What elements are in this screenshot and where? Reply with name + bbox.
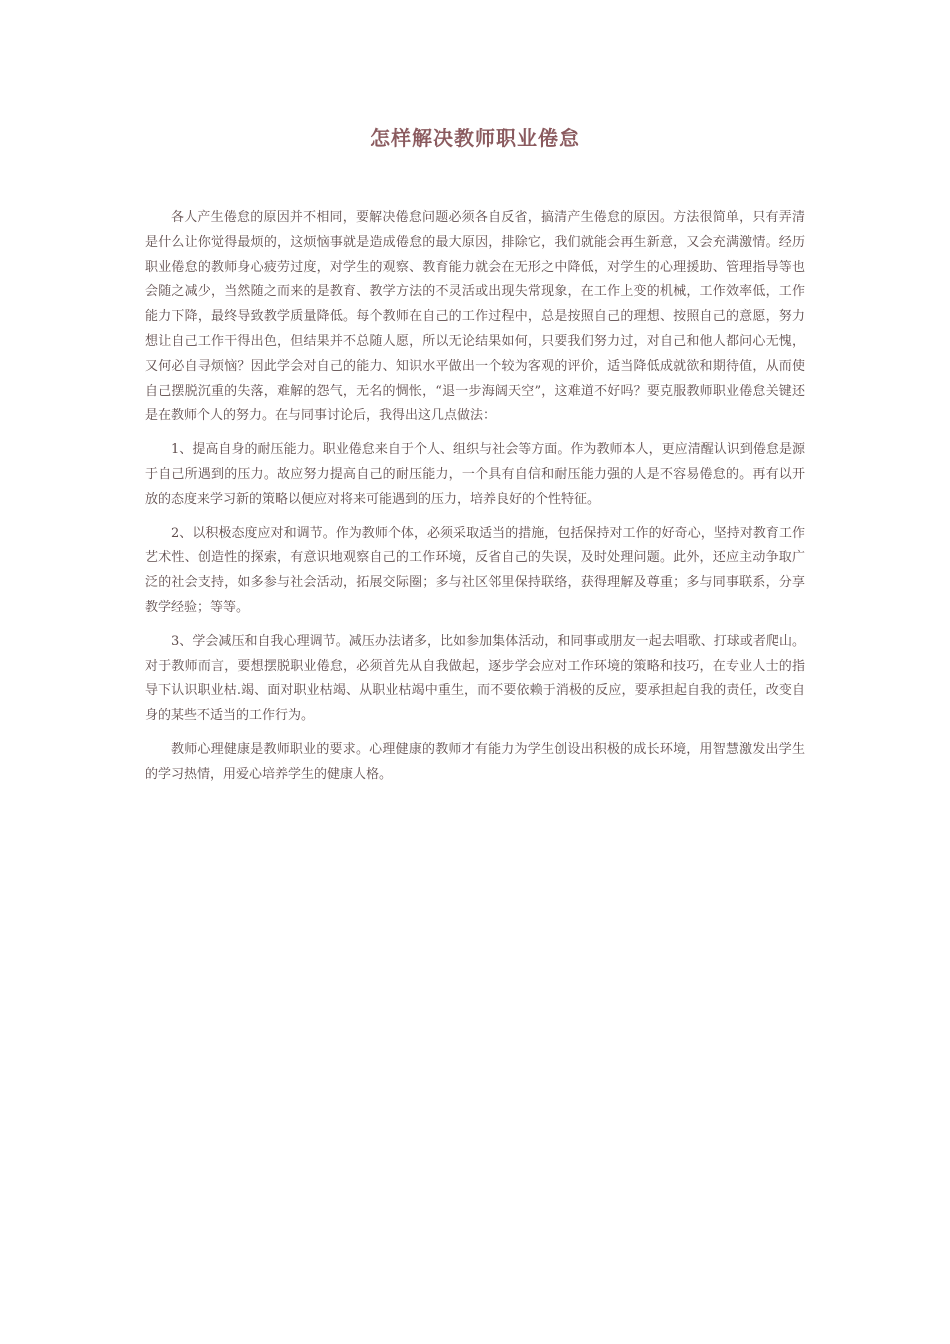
conclusion-paragraph: 教师心理健康是教师职业的要求。心理健康的教师才有能力为学生创设出积极的成长环境，用智慧激发出学生的学习热情，用爱心培养学生的健康人格。	[145, 741, 805, 782]
document-title: 怎样解决教师职业倦怠	[370, 126, 580, 150]
intro-paragraph: 各人产生倦怠的原因并不相同，要解决倦怠问题必须各自反省，搞清产生倦怠的原因。方法很简单，只有弄清是什么让你觉得最烦的，这烦恼事就是造成倦怠的最大原因，排除它，我们就能会再生新意，又会充满激情。经历职业倦怠的教师身心疲劳过度，对学生的观察、教育能力就会在无形之中降低，对学生的心理援助、管理指导等也会随之减少，当然随之而来的是教育、教学方法的不灵活或出现失常现象，在工作上变的机械，工作效率低，工作能力下降，最终导致教学质量降低。每个教师在自己的工作过程中，总是按照自己的理想、按照自己的意愿，努力想让自己工作干得出色，但结果并不总随人愿，所以无论结果如何，只要我们努力过，对自己和他人都问心无愧，又何必自寻烦恼？因此学会对自己的能力、知识水平做出一个较为客观的评价，适当降低成就欲和期待值，从而使自己摆脱沉重的失落，难解的怨气，无名的惆怅，“退一步海阔天空”，这难道不好吗？要克服教师职业倦怠关键还是在教师个人的努力。在与同事讨论后，我得出这几点做法：	[145, 210, 805, 424]
point-2-paragraph: 2、以积极态度应对和调节。作为教师个体，必须采取适当的措施，包括保持对工作的好奇心，坚持对教育工作艺术性、创造性的探索，有意识地观察自己的工作环境，反省自己的失误，及时处理问题。此外，还应主动争取广泛的社会支持，如多参与社会活动，拓展交际圈；多与社区邻里保持联络，获得理解及尊重；多与同事联系，分享教学经验；等等。	[145, 525, 805, 615]
document-page	[145, 0, 805, 797]
point-3-paragraph: 3、学会减压和自我心理调节。减压办法诸多，比如参加集体活动，和同事或朋友一起去唱歌、打球或者爬山。对于教师而言，要想摆脱职业倦怠，必须首先从自我做起，逐步学会应对工作环境的策略和技巧，在专业人士的指导下认识职业枯.竭、面对职业枯竭、从职业枯竭中重生，而不要依赖于消极的反应，要承担起自我的责任，改变自身的某些不适当的工作行为。	[145, 633, 805, 724]
document-body	[145, 206, 805, 788]
point-1-paragraph: 1、提高自身的耐压能力。职业倦怠来自于个人、组织与社会等方面。作为教师本人，更应清醒认识到倦怠是源于自己所遇到的压力。故应努力提高自己的耐压能力，一个具有自信和耐压能力强的人是不容易倦怠的。再有以开放的态度来学习新的策略以便应对将来可能遇到的压力，培养良好的个性特征。	[145, 442, 805, 507]
